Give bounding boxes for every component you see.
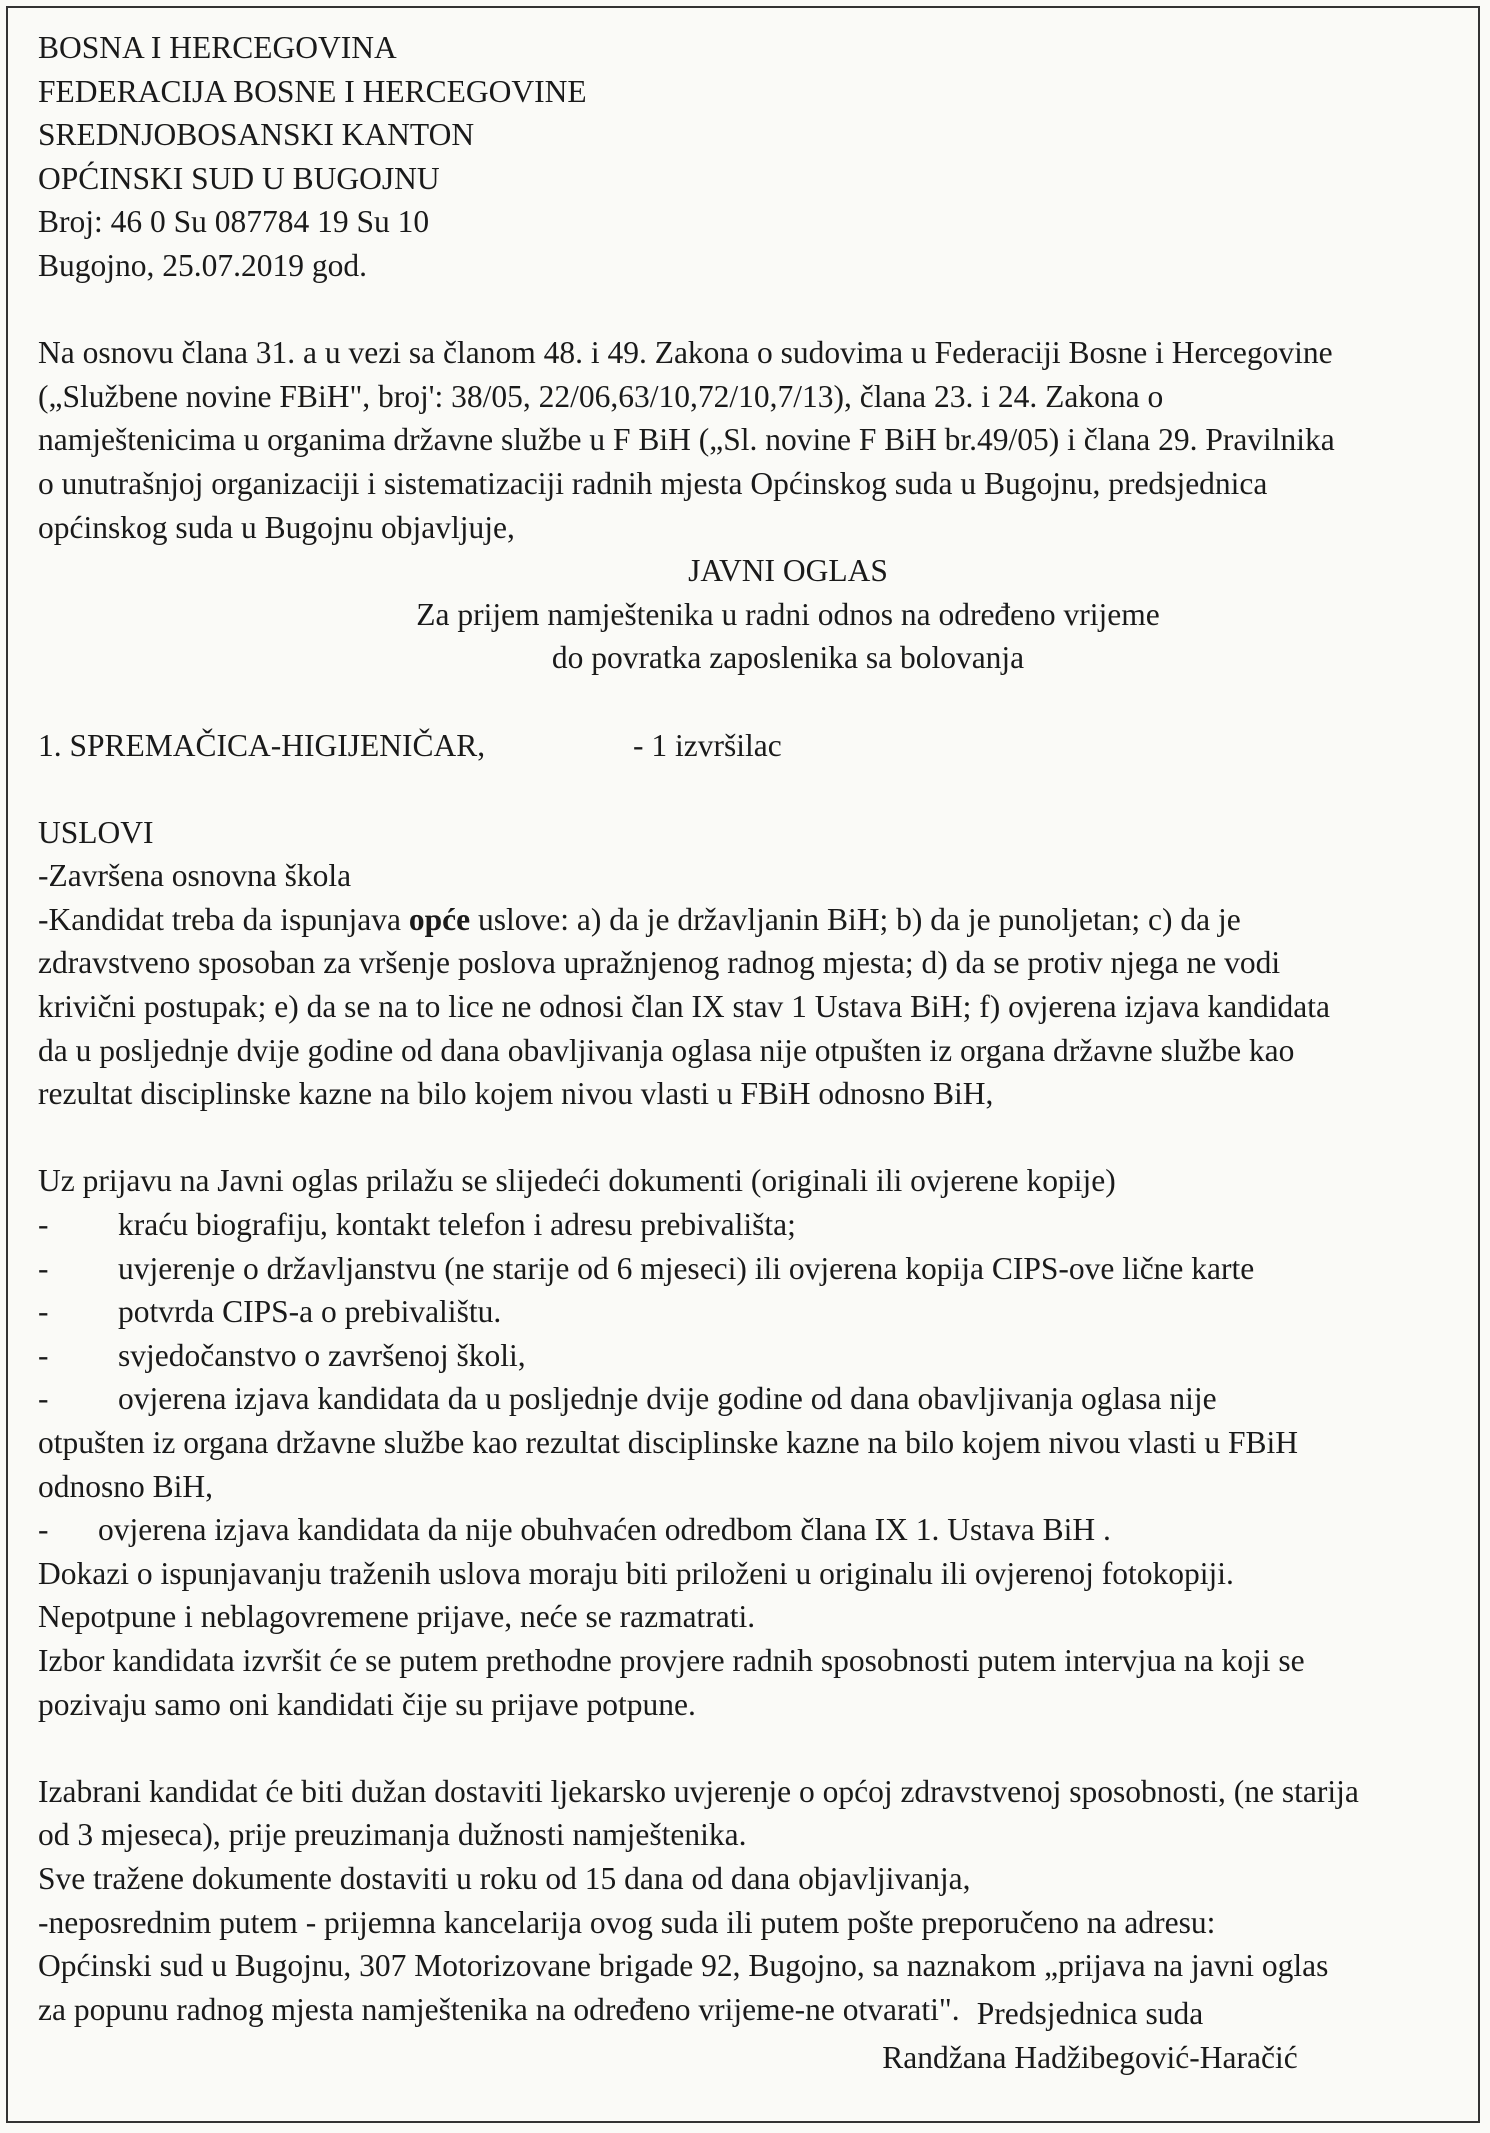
document-item [38,1377,1468,1421]
document-item-text: ovjerena izjava kandidata da nije obuhvaćen odredbom člana IX 1. Ustava BiH . [98,1512,1111,1548]
document-item-text: potvrda CIPS-a o prebivalištu. [118,1294,502,1330]
bullet-dash: - [38,1294,49,1330]
documents-section [38,1159,1468,1726]
document-item [38,1508,1468,1552]
requirement-note: Dokazi o ispunjavanju traženih uslova moraju biti priloženi u originalu ili ovjerenoj fotokopiji. [38,1555,1234,1591]
closing-line: -neposrednim putem - prijemna kancelarija ovog suda ili putem pošte preporučeno na adresu: [38,1904,1216,1940]
conditions-heading: USLOVI [38,814,154,850]
closing-line: Općinski sud u Bugojnu, 307 Motorizovane brigade 92, Bugojno, sa naznakom „prijava na javni oglas [38,1948,1329,1984]
document-item [38,1203,1468,1247]
condition-emphasis: opće [408,901,471,937]
conditions-section [38,811,1468,1116]
spacer [38,1116,1468,1160]
closing-line: od 3 mjeseca), prije preuzimanja dužnosti namještenika. [38,1817,747,1853]
intro-line: („Službene novine FBiH", broj': 38/05, 22/06,63/10,72/10,7/13), člana 23. i 24. Zakona o [38,378,1164,414]
signatory-role: Predsjednica suda [976,1996,1204,2031]
closing-line: za popunu radnog mjesta namještenika na određeno vrijeme-ne otvarati". [38,1991,960,2027]
intro-line: Na osnovu člana 31. a u vezi sa članom 48. i 49. Zakona o sudovima u Federaciji Bosne i Hercegovine [38,335,1333,371]
document-item-text: kraću biografiju, kontakt telefon i adresu prebivališta; [118,1207,796,1243]
closing-line: Izabrani kandidat će biti dužan dostaviti ljekarsko uvjerenje o općoj zdravstvenoj sposobnosti, (ne starija [38,1773,1359,1809]
notice-title-block [38,549,1468,680]
document-item [38,1334,1468,1378]
requirement-note: pozivaju samo oni kandidati čije su prijave potpune. [38,1686,696,1722]
signature-block [820,1992,1360,2079]
spacer [38,1726,1468,1770]
header-country: BOSNA I HERCEGOVINA [38,30,397,65]
condition-text: -Kandidat treba da ispunjava [38,901,409,937]
position-row [38,724,1468,768]
spacer [38,288,1468,332]
signatory-name: Randžana Hadžibegović-Haračić [882,2039,1298,2075]
document-item-text: svjedočanstvo o završenoj školi, [118,1337,526,1373]
notice-subtitle: Za prijem namještenika u radni odnos na određeno vrijeme [416,596,1160,632]
document-body [38,26,1468,2031]
requirement-note: Izbor kandidata izvršit će se putem prethodne provjere radnih sposobnosti putem intervjua na koji se [38,1642,1305,1678]
document-item-continued: otpušten iz organa državne službe kao rezultat disciplinske kazne na bilo kojem nivou vlasti u FBiH [38,1425,1298,1460]
document-item-text: ovjerena izjava kandidata da u posljednje dvije godine od dana obavljivanja oglasa nije [118,1381,1217,1417]
condition-line: da u posljednje dvije godine od dana obavljivanja oglasa nije otpušten iz organa državne službe kao [38,1032,1295,1068]
spacer [38,767,1468,811]
intro-line: općinskog suda u Bugojnu objavljuje, [38,509,515,545]
condition-line: zdravstveno sposoban za vršenje poslova upražnjenog radnog mjesta; d) da se protiv njega ne vodi [38,945,1281,981]
document-date: Bugojno, 25.07.2019 god. [38,247,368,283]
documents-intro: Uz prijavu na Javni oglas prilažu se slijedeći dokumenti (originali ili ovjerene kopije) [38,1163,1116,1199]
header-canton: SREDNJOBOSANSKI KANTON [38,117,475,153]
position-name: 1. SPREMAČICA-HIGIJENIČAR, [38,727,486,763]
intro-line: o unutrašnjoj organizaciji i sistematizaciji radnih mjesta Općinskog suda u Bugojnu, predsjednica [38,465,1268,501]
bullet-dash: - [38,1512,49,1548]
letterhead [38,26,1468,288]
reference-number: Broj: 46 0 Su 087784 19 Su 10 [38,204,430,240]
bullet-dash: - [38,1250,49,1286]
document-item [38,1290,1468,1334]
document-item-text: uvjerenje o državljanstvu (ne starije od 6 mjeseci) ili ovjerena kopija CIPS-ove lične karte [118,1250,1255,1286]
bullet-dash: - [38,1207,49,1243]
condition-text: uslove: a) da je državljanin BiH; b) da je punoljetan; c) da je [470,901,1241,937]
position-count: - 1 izvršilac [633,727,782,763]
condition-line [38,898,1468,942]
notice-title: JAVNI OGLAS [688,553,888,589]
header-court: OPĆINSKI SUD U BUGOJNU [38,160,440,196]
condition-line: krivični postupak; e) da se na to lice ne odnosi član IX stav 1 Ustava BiH; f) ovjerena izjava kandidata [38,989,1330,1025]
document-item [38,1247,1468,1291]
bullet-dash: - [38,1381,49,1417]
intro-line: namještenicima u organima državne službe u F BiH („Sl. novine F BiH br.49/05) i člana 29. Pravilnika [38,422,1335,458]
document-item-continued: odnosno BiH, [38,1468,214,1504]
header-federation: FEDERACIJA BOSNE I HERCEGOVINE [38,73,587,109]
requirement-note: Nepotpune i neblagovremene prijave, neće se razmatrati. [38,1599,756,1635]
condition-line: rezultat disciplinske kazne na bilo kojem nivou vlasti u FBiH odnosno BiH, [38,1076,994,1112]
condition-line: -Završena osnovna škola [38,858,352,894]
closing-line: Sve tražene dokumente dostaviti u roku od 15 dana od dana objavljivanja, [38,1860,971,1896]
bullet-dash: - [38,1337,49,1373]
spacer [38,680,1468,724]
notice-subtitle-2: do povratka zaposlenika sa bolovanja [551,640,1025,676]
intro-paragraph [38,331,1468,549]
